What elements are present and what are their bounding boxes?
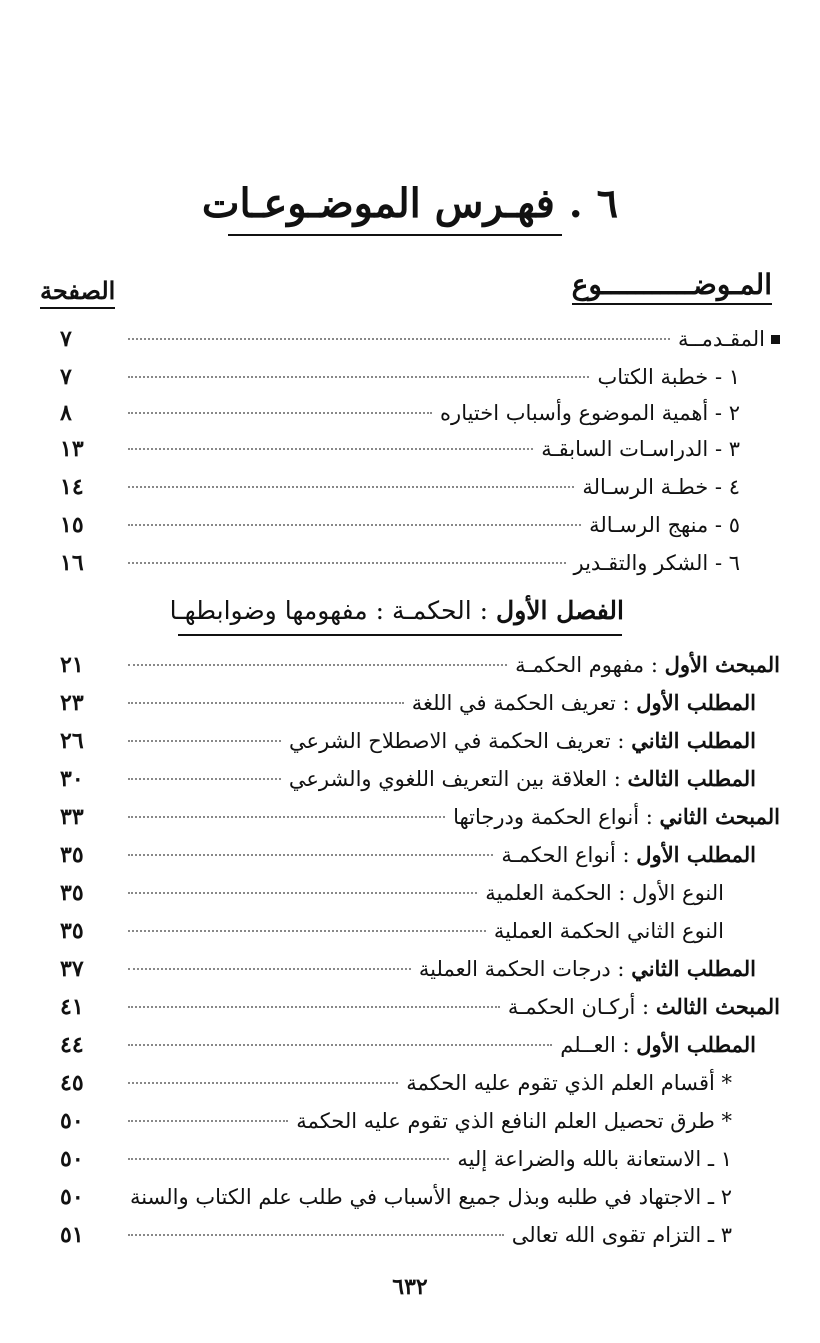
leader-dots bbox=[128, 524, 581, 526]
leader-dots bbox=[128, 854, 493, 856]
toc-row-text: المبحث الثاني : أنواع الحكمة ودرجاتها bbox=[453, 804, 780, 829]
toc-row-text: ٣ - الدراسـات السابقـة bbox=[541, 437, 740, 461]
leader-dots bbox=[128, 816, 445, 818]
toc-row-page: ٣٧ bbox=[60, 956, 84, 982]
toc-row-intro[interactable] bbox=[60, 400, 780, 434]
toc-row-section[interactable] bbox=[60, 804, 780, 838]
leader-dots bbox=[128, 1158, 449, 1160]
toc-row-page: ٤٤ bbox=[60, 1032, 84, 1058]
toc-row-page: ٤٥ bbox=[60, 1070, 84, 1096]
toc-row-subsection[interactable] bbox=[60, 1032, 780, 1066]
column-header-page: الصفحة bbox=[40, 276, 115, 309]
toc-row-text: المبحث الثالث : أركـان الحكمـة bbox=[507, 994, 780, 1019]
leader-dots bbox=[128, 486, 574, 488]
toc-row-subsection[interactable] bbox=[60, 728, 780, 762]
toc-row-text: ٦ - الشكر والتقـدير bbox=[573, 551, 740, 575]
square-bullet-icon bbox=[771, 335, 780, 344]
toc-row-page: ١٦ bbox=[60, 550, 84, 576]
toc-row-subsection[interactable] bbox=[60, 766, 780, 800]
toc-row-text: ٢ ـ الاجتهاد في طلبه وبذل جميع الأسباب في طلب علم الكتاب والسنة bbox=[129, 1185, 732, 1209]
toc-row-item[interactable] bbox=[60, 1222, 780, 1256]
leader-dots bbox=[128, 1082, 398, 1084]
toc-row-intro[interactable] bbox=[60, 550, 780, 584]
toc-row-text: ٤ - خطـة الرسـالة bbox=[582, 475, 740, 499]
toc-row-subsection[interactable] bbox=[60, 956, 780, 990]
toc-row-text: المبحث الأول : مفهوم الحكمـة bbox=[515, 652, 780, 677]
toc-row-text: المطلب الأول : العــلم bbox=[560, 1032, 756, 1057]
toc-row-page: ١٥ bbox=[60, 512, 84, 538]
toc-row-page: ٢٣ bbox=[60, 690, 84, 716]
toc-row-page: ٥٠ bbox=[60, 1146, 84, 1172]
toc-row-page: ٤١ bbox=[60, 994, 84, 1020]
toc-row-page: ٥١ bbox=[60, 1222, 84, 1248]
toc-row-text: المطلب الأول : تعريف الحكمة في اللغة bbox=[411, 690, 756, 715]
leader-dots bbox=[128, 702, 404, 704]
leader-dots bbox=[128, 968, 411, 970]
toc-row-page: ٥٠ bbox=[60, 1184, 84, 1210]
toc-row-page: ٥٠ bbox=[60, 1108, 84, 1134]
toc-row-text: ٣ ـ التزام تقوى الله تعالى bbox=[511, 1223, 732, 1247]
toc-row-subsection[interactable] bbox=[60, 690, 780, 724]
toc-row-page: ٧ bbox=[60, 364, 72, 390]
toc-row-text: ٢ - أهمية الموضوع وأسباب اختياره bbox=[440, 401, 740, 425]
leader-dots bbox=[128, 376, 589, 378]
toc-row-intro[interactable] bbox=[60, 512, 780, 546]
toc-row-text: النوع الثاني الحكمة العملية bbox=[493, 919, 724, 943]
toc-row-page: ٨ bbox=[60, 400, 72, 426]
toc-row-intro[interactable] bbox=[60, 474, 780, 508]
toc-row-page: ٣٥ bbox=[60, 842, 84, 868]
toc-row-text: المطلب الثاني : تعريف الحكمة في الاصطلاح الشرعي bbox=[289, 728, 756, 753]
page-number: ٦٣٢ bbox=[392, 1274, 428, 1300]
toc-row-text: ١ ـ الاستعانة بالله والضراعة إليه bbox=[457, 1147, 732, 1171]
toc-row-page: ٢١ bbox=[60, 652, 84, 678]
toc-row-page: ١٣ bbox=[60, 436, 84, 462]
toc-row-page: ٣٥ bbox=[60, 880, 84, 906]
leader-dots bbox=[128, 1044, 552, 1046]
toc-row-subsection[interactable] bbox=[60, 842, 780, 876]
leader-dots bbox=[128, 740, 281, 742]
leader-dots bbox=[128, 930, 486, 932]
toc-row-text: المطلب الأول : أنواع الحكمـة bbox=[501, 842, 756, 867]
chapter-underline bbox=[178, 634, 622, 636]
toc-row-page: ١٤ bbox=[60, 474, 84, 500]
toc-row-page: ٣٠ bbox=[60, 766, 84, 792]
toc-row-section[interactable] bbox=[60, 652, 780, 686]
toc-row-text: المقـدمــة bbox=[678, 327, 780, 351]
toc-row-page: ٧ bbox=[60, 326, 72, 352]
toc-row-intro[interactable] bbox=[60, 326, 780, 360]
toc-row-text: * أقسام العلم الذي تقوم عليه الحكمة bbox=[406, 1071, 732, 1095]
toc-row-text: المطلب الثالث : العلاقة بين التعريف اللغوي والشرعي bbox=[288, 766, 756, 791]
leader-dots bbox=[128, 1006, 500, 1008]
leader-dots bbox=[128, 664, 507, 666]
leader-dots bbox=[128, 1234, 504, 1236]
chapter-label: الفصل الأول bbox=[496, 596, 624, 625]
toc-row-page: ٢٦ bbox=[60, 728, 84, 754]
toc-row-text: * طرق تحصيل العلم النافع الذي تقوم عليه الحكمة bbox=[296, 1109, 732, 1133]
toc-row-item[interactable] bbox=[60, 1146, 780, 1180]
toc-row-page: ٣٣ bbox=[60, 804, 84, 830]
toc-row-item[interactable] bbox=[60, 918, 780, 952]
toc-row-text: النوع الأول : الحكمة العلمية bbox=[485, 881, 724, 905]
toc-row-text: المطلب الثاني : درجات الحكمة العملية bbox=[418, 956, 756, 981]
leader-dots bbox=[128, 778, 281, 780]
toc-row-intro[interactable] bbox=[60, 364, 780, 398]
toc-row-item[interactable] bbox=[60, 1184, 780, 1218]
toc-row-item[interactable] bbox=[60, 1070, 780, 1104]
column-header-topic: المـوضـــــــــــوع bbox=[572, 268, 772, 305]
toc-row-page: ٣٥ bbox=[60, 918, 84, 944]
chapter-title: : الحكمـة : مفهومها وضوابطهـا bbox=[169, 596, 497, 625]
leader-dots bbox=[128, 1120, 288, 1122]
leader-dots bbox=[128, 338, 670, 340]
title-underline bbox=[228, 234, 562, 236]
leader-dots bbox=[128, 562, 566, 564]
toc-row-section[interactable] bbox=[60, 994, 780, 1028]
toc-row-text: ١ - خطبة الكتاب bbox=[597, 365, 740, 389]
leader-dots bbox=[128, 448, 533, 450]
chapter-heading bbox=[170, 596, 624, 625]
toc-row-item[interactable] bbox=[60, 880, 780, 914]
toc-row-intro[interactable] bbox=[60, 436, 780, 470]
leader-dots bbox=[128, 412, 432, 414]
toc-row-item[interactable] bbox=[60, 1108, 780, 1142]
toc-row-text: ٥ - منهج الرسـالة bbox=[589, 513, 740, 537]
page-title: ٦ . فهـرس الموضـوعـات bbox=[201, 180, 619, 227]
leader-dots bbox=[128, 892, 477, 894]
